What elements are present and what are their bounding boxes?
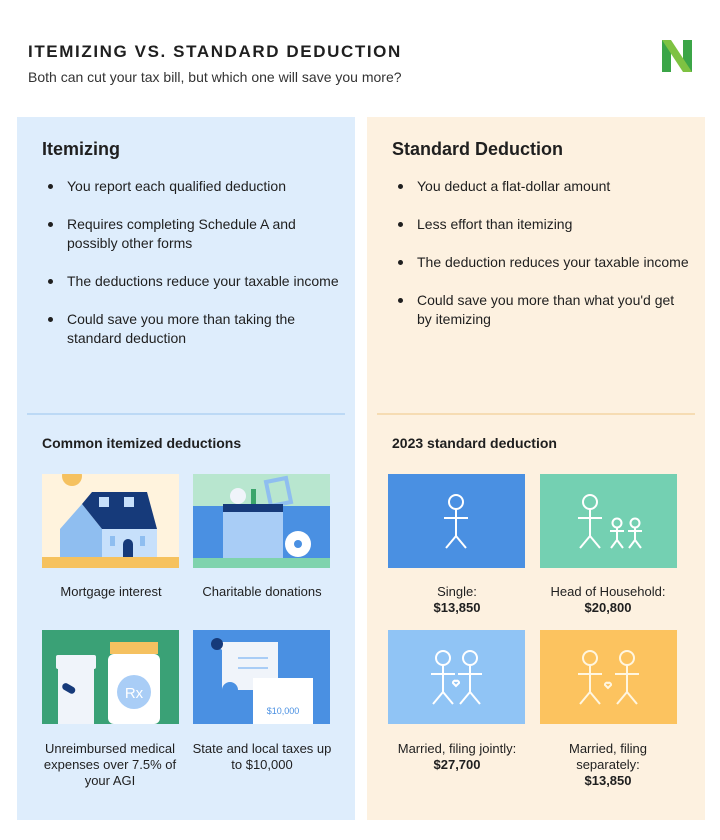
single-person-icon — [388, 474, 525, 568]
itemizing-heading: Itemizing — [42, 139, 121, 159]
married-jointly-icon — [388, 630, 525, 724]
filing-status-married-separately: Married, filing separately: $13,850 — [568, 741, 648, 788]
filing-status-head-of-household: Head of Household: $20,800 — [550, 584, 666, 615]
donation-box-icon — [193, 474, 330, 568]
standard-deduction-panel — [367, 117, 705, 820]
list-item: The deductions reduce your taxable income — [42, 272, 342, 291]
filing-status-married-jointly: Married, filing jointly: $27,700 — [397, 741, 517, 772]
deduction-label: State and local taxes up to $10,000 — [192, 741, 332, 772]
deduction-label: Charitable donations — [202, 584, 322, 599]
filing-status-single: Single: $13,850 — [433, 584, 481, 615]
list-item: Requires completing Schedule A and possibly other forms — [42, 215, 342, 253]
page-title: ITEMIZING VS. STANDARD DEDUCTION — [28, 42, 402, 61]
nerdwallet-logo-icon — [662, 40, 692, 72]
list-item: You report each qualified deduction — [42, 177, 342, 196]
list-item: You deduct a flat-dollar amount — [392, 177, 692, 196]
standard-deduction-heading: 2023 standard deduction — [392, 435, 557, 451]
deduction-label: Mortgage interest — [60, 584, 162, 599]
itemized-deductions-heading: Common itemized deductions — [42, 435, 242, 451]
divider — [377, 413, 695, 415]
house-icon — [42, 474, 179, 568]
tax-receipt-icon — [193, 630, 330, 724]
itemizing-panel — [17, 117, 355, 820]
list-item: Could save you more than what you'd get by itemizing — [392, 291, 692, 329]
divider — [27, 413, 345, 415]
deduction-label: Unreimbursed medical expenses over 7.5% of your AGI — [43, 741, 177, 788]
tax-amount-text: $10,000 — [266, 706, 300, 716]
itemizing-bullets — [42, 177, 342, 367]
list-item: Could save you more than taking the standard deduction — [42, 310, 342, 348]
standard-bullets — [392, 177, 692, 348]
pill-bottle-icon — [42, 630, 179, 724]
list-item: The deduction reduces your taxable income — [392, 253, 692, 272]
household-icon — [540, 474, 677, 568]
list-item: Less effort than itemizing — [392, 215, 692, 234]
svg-text:Rx: Rx — [124, 685, 144, 702]
married-separately-icon — [540, 630, 677, 724]
page-subtitle: Both can cut your tax bill, but which one will save you more? — [28, 69, 402, 85]
standard-heading: Standard Deduction — [392, 139, 564, 159]
